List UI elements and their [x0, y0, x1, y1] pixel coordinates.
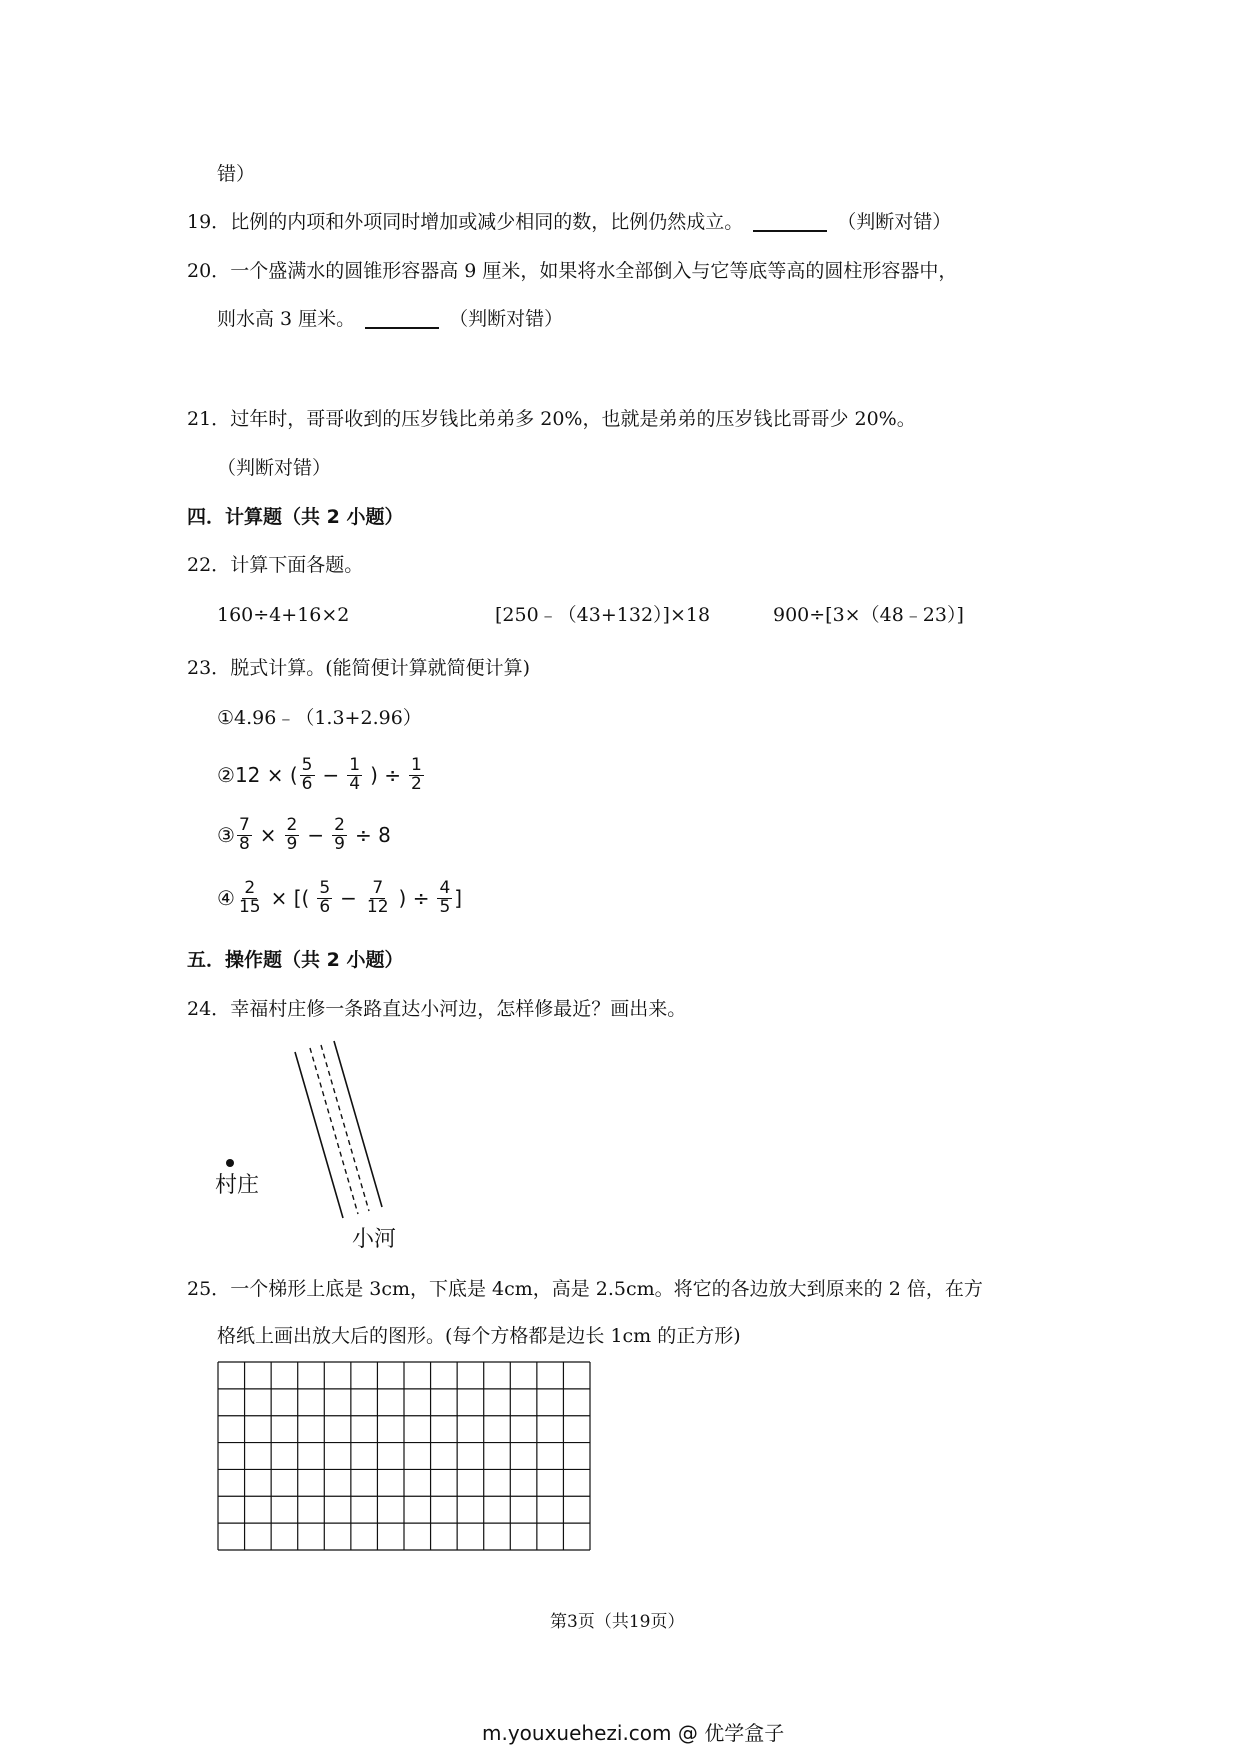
q18-tail: 错）	[217, 163, 256, 185]
question-text: 一个梯形上底是 3cm，下底是 4cm，高是 2.5cm。将它的各边放大到原来的 2 倍，在方	[230, 1278, 983, 1300]
question-25-line2: 格纸上画出放大后的图形。(每个方格都是边长 1cm 的正方形)	[217, 1325, 741, 1347]
question-number: 23．	[187, 657, 231, 679]
question-text: 脱式计算。(能简便计算就简便计算)	[230, 657, 531, 679]
river-bank-right	[334, 1041, 382, 1207]
graph-paper-grid[interactable]	[217, 1361, 591, 1551]
watermark: m.youxuehezi.com @ 优学盒子	[482, 1721, 785, 1745]
item-mark: ②	[217, 763, 235, 788]
question-number: 22．	[187, 554, 231, 576]
q23-item-2: ② 12 × ( $\frac{5}{6}$ − $\frac{1}{4}$ ) ÷ $\frac{1}{2}$	[217, 755, 422, 794]
page-footer: 第3页（共19页）	[550, 1612, 685, 1632]
question-20-line2	[217, 310, 563, 329]
q23-item-3: ③ $\frac{7}{8}$ × $\frac{2}{9}$ − $\frac{2}{9}$ ÷ 8	[217, 815, 391, 854]
fraction: $\frac{2}{9}$	[334, 815, 345, 854]
judge-tail: （判断对错）	[449, 308, 564, 330]
village-label: 村庄	[215, 1173, 260, 1198]
q23-item-4: ④ $\frac{2}{15}$ × [( $\frac{5}{6}$ − $\frac{7}{12}$ ) ÷ $\frac{4}{5}$ ]	[217, 878, 463, 917]
question-text: 则水高 3 厘米。	[217, 308, 356, 330]
q22-expression-3: 900÷[3×（48﹣23）]	[773, 604, 964, 626]
fraction: $\frac{2}{9}$	[286, 815, 298, 854]
question-text: 过年时，哥哥收到的压岁钱比弟弟多 20%，也就是弟弟的压岁钱比哥哥少 20%。	[230, 408, 916, 430]
fraction: $\frac{1}{2}$	[411, 755, 422, 794]
question-number: 24．	[187, 998, 231, 1020]
question-20-line1	[187, 262, 957, 281]
q22-expression-2: [250﹣（43+132）]×18	[495, 604, 711, 626]
fraction: $\frac{5}{6}$	[319, 878, 331, 917]
question-22	[187, 556, 363, 575]
river-dashed-right	[321, 1045, 369, 1211]
fraction: $\frac{2}{15}$	[238, 878, 261, 917]
fraction: $\frac{1}{4}$	[349, 755, 361, 794]
q22-expression-1: 160÷4+16×2	[217, 604, 350, 626]
question-19	[187, 213, 951, 232]
question-25-line1	[187, 1280, 983, 1299]
question-number: 19．	[187, 211, 231, 233]
item-mark: ④	[217, 886, 235, 911]
question-21-line1	[187, 410, 916, 429]
question-21-tail: （判断对错）	[217, 457, 332, 479]
section-5-heading: 五．操作题（共 2 小题）	[187, 949, 404, 971]
river-label: 小河	[352, 1227, 397, 1252]
question-text: 比例的内项和外项同时增加或减少相同的数，比例仍然成立。	[230, 211, 744, 233]
q23-item-1: ①4.96﹣（1.3+2.96）	[217, 707, 422, 729]
question-text: 幸福村庄修一条路直达小河边，怎样修最近？画出来。	[230, 998, 687, 1020]
answer-blank[interactable]	[365, 311, 439, 329]
question-number: 25．	[187, 1278, 231, 1300]
fraction: $\frac{4}{5}$	[439, 878, 451, 917]
question-number: 21．	[187, 408, 231, 430]
fraction: $\frac{7}{12}$	[366, 878, 389, 917]
question-24	[187, 1000, 686, 1019]
judge-tail: （判断对错）	[837, 211, 952, 233]
question-number: 20．	[187, 260, 231, 282]
fraction: $\frac{7}{8}$	[238, 815, 250, 854]
question-text: 计算下面各题。	[230, 554, 364, 576]
question-23	[187, 659, 530, 678]
item-mark: ③	[217, 823, 235, 848]
river-diagram	[200, 1040, 400, 1240]
section-4-heading: 四．计算题（共 2 小题）	[187, 506, 404, 528]
answer-blank[interactable]	[753, 214, 827, 232]
question-text: 一个盛满水的圆锥形容器高 9 厘米，如果将水全部倒入与它等底等高的圆柱形容器中，	[230, 260, 958, 282]
village-dot	[226, 1159, 234, 1167]
expr-lead: 12 × (	[234, 763, 298, 788]
fraction: $\frac{5}{6}$	[301, 755, 313, 794]
